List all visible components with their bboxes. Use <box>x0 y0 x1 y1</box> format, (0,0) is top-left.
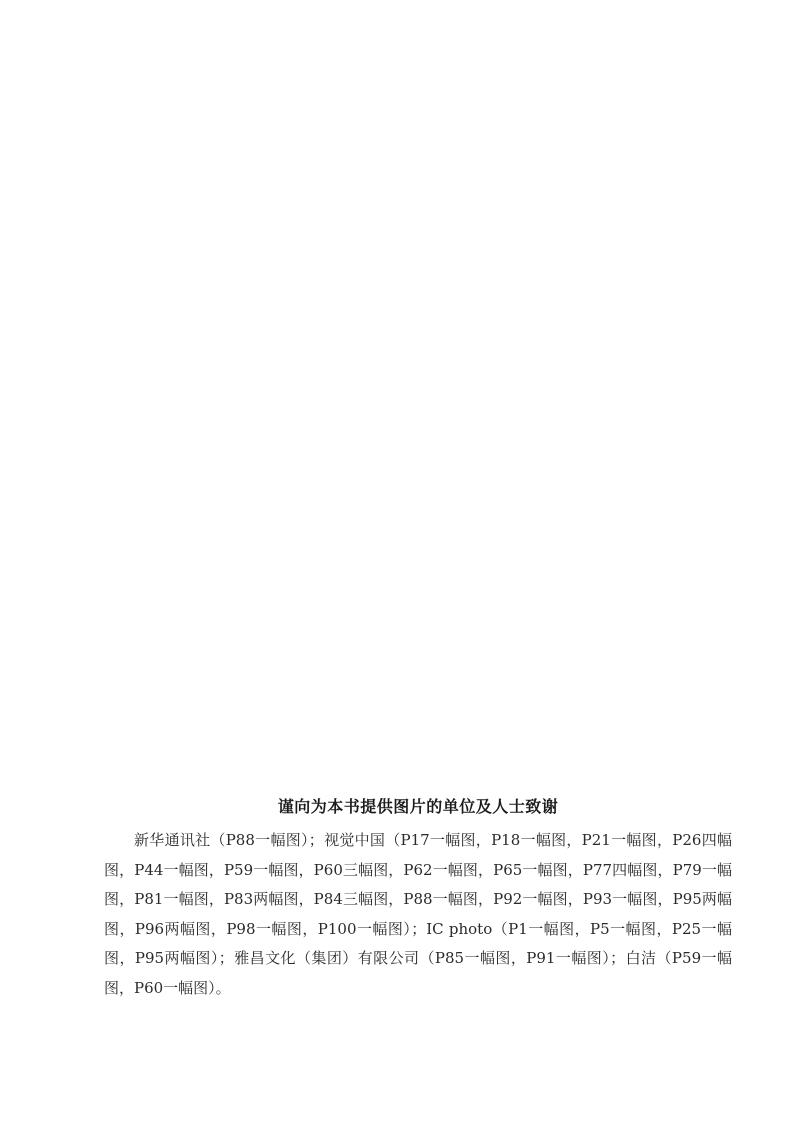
credits-body: 新华通讯社（P88一幅图）；视觉中国（P17一幅图，P18一幅图，P21一幅图，P26四幅图，P44一幅图，P59一幅图，P60三幅图，P62一幅图，P65一幅图，P77四幅图，P79一幅图，P81一幅图，P83两幅图，P84三幅图，P88一幅图，P92一幅图，P93一幅图，P95两幅图，P96两幅图，P98一幅图，P100一幅图）；IC photo（P1一幅图，P5一幅图，P25一幅图，P95两幅图）；雅昌文化（集团）有限公司（P85一幅图，P91一幅图）；白洁（P59一幅图，P60一幅图）。 <box>104 831 732 997</box>
image-credits-section <box>104 794 732 1003</box>
credits-title: 谨向为本书提供图片的单位及人士致谢 <box>277 797 559 816</box>
